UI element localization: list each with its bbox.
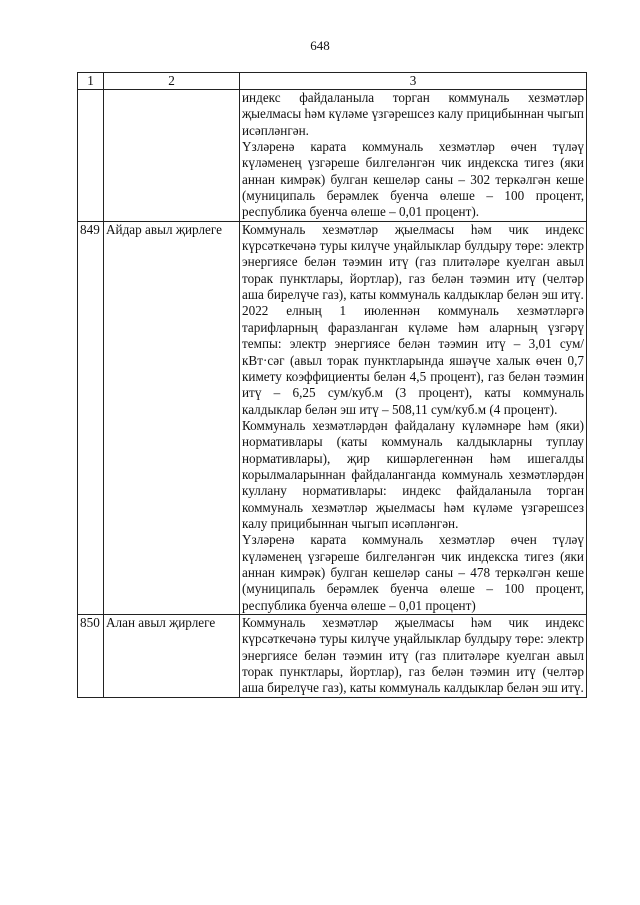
- table-row: [78, 615, 587, 698]
- settlement-name: Алан авыл җирлеге: [104, 615, 240, 698]
- description-paragraph: Үзләренә карата коммуналь хезмәтләр өчен түләү күләменең үзгәреше билгеләнгән чик индекска тигез (яки аннан кимрәк) булган кешеләр саны – 302 теркәлгән кеше (муниципаль берәмлек буенча өлеше – 100 процент, республика буенча өлеше – 0,01 процент).: [242, 139, 584, 220]
- table-row: [78, 221, 587, 614]
- description-paragraph: Коммуналь хезмәтләр җыелмасы һәм чик индекс күрсәткечәнә туры килүче уңайлыклар булдыру төре: электр энергиясе белән тәэмин итү (газ плитәләре куелган авыл торак пунктлары, йортлар), газ белән тәэмин итү (челтәр аша бирелүче газ), каты коммуналь калдыклар белән эш итү.: [242, 221, 584, 303]
- description-paragraph: 2022 елның 1 июленнән коммуналь хезмәтләргә тарифларның фаразланган күләме һәм аларның үзгәрү темпы: электр энергиясе белән тәэмин итү – 3,01 сум/кВт·сәг (авыл торак пунктларында яшәүче халык өчен 0,7 кимету коэффициенты белән 4,5 процент), газ белән тәэмин итү – 6,25 сум/куб.м (3 процент), каты коммуналь калдыклар белән эш итү – 508,11 сум/куб.м (4 процент).: [242, 303, 584, 417]
- description-paragraph: индекс файдаланыла торган коммуналь хезмәтләр җыелмасы һәм күләме үзгәрешсез калу прицибыннан чыгып исәпләнгән.: [242, 90, 584, 138]
- row-number: [78, 90, 104, 222]
- description-cell: [240, 615, 587, 698]
- description-cell: [240, 90, 587, 222]
- row-number: 849: [78, 221, 104, 614]
- table-header-row: [78, 73, 587, 90]
- description-cell: [240, 221, 587, 614]
- column-header-2: 2: [104, 73, 240, 90]
- page-number: 648: [310, 38, 330, 53]
- row-number: 850: [78, 615, 104, 698]
- column-header-3: 3: [240, 73, 587, 90]
- tariff-table: [77, 72, 587, 698]
- description-paragraph: Коммуналь хезмәтләрдән файдалану күләмнәре һәм (яки) нормативлары (каты коммуналь калдыкларны туплау нормативлары), җир кишәрлегеннән һәм ишегалды корылмаларыннан файдаланганда коммуналь хезмәтләрдән куллану нормативлары: индекс файдаланыла торган коммуналь хезмәтләр җыелмасы һәм күләме үзгәрешсез калу прицибыннан чыгып исәпләнгән.: [242, 417, 584, 531]
- description-paragraph: Үзләренә карата коммуналь хезмәтләр өчен түләү күләменең үзгәреше билгеләнгән чик индекска тигез (яки аннан кимрәк) булган кешеләр саны – 478 теркәлгән кеше (муниципаль берәмлек буенча өлеше – 100 процент, республика буенча өлеше – 0,01 процент): [242, 532, 584, 613]
- table-row: [78, 90, 587, 222]
- column-header-1: 1: [78, 73, 104, 90]
- settlement-name: Айдар авыл җирлеге: [104, 221, 240, 614]
- description-paragraph: Коммуналь хезмәтләр җыелмасы һәм чик индекс күрсәткечәнә туры килүче уңайлыклар булдыру төре: электр энергиясе белән тәэмин итү (газ плитәләре куелган авыл торак пунктлары, йортлар), газ белән тәэмин итү (челтәр аша бирелүче газ), каты коммуналь калдыклар белән эш итү.: [242, 615, 584, 696]
- settlement-name: [104, 90, 240, 222]
